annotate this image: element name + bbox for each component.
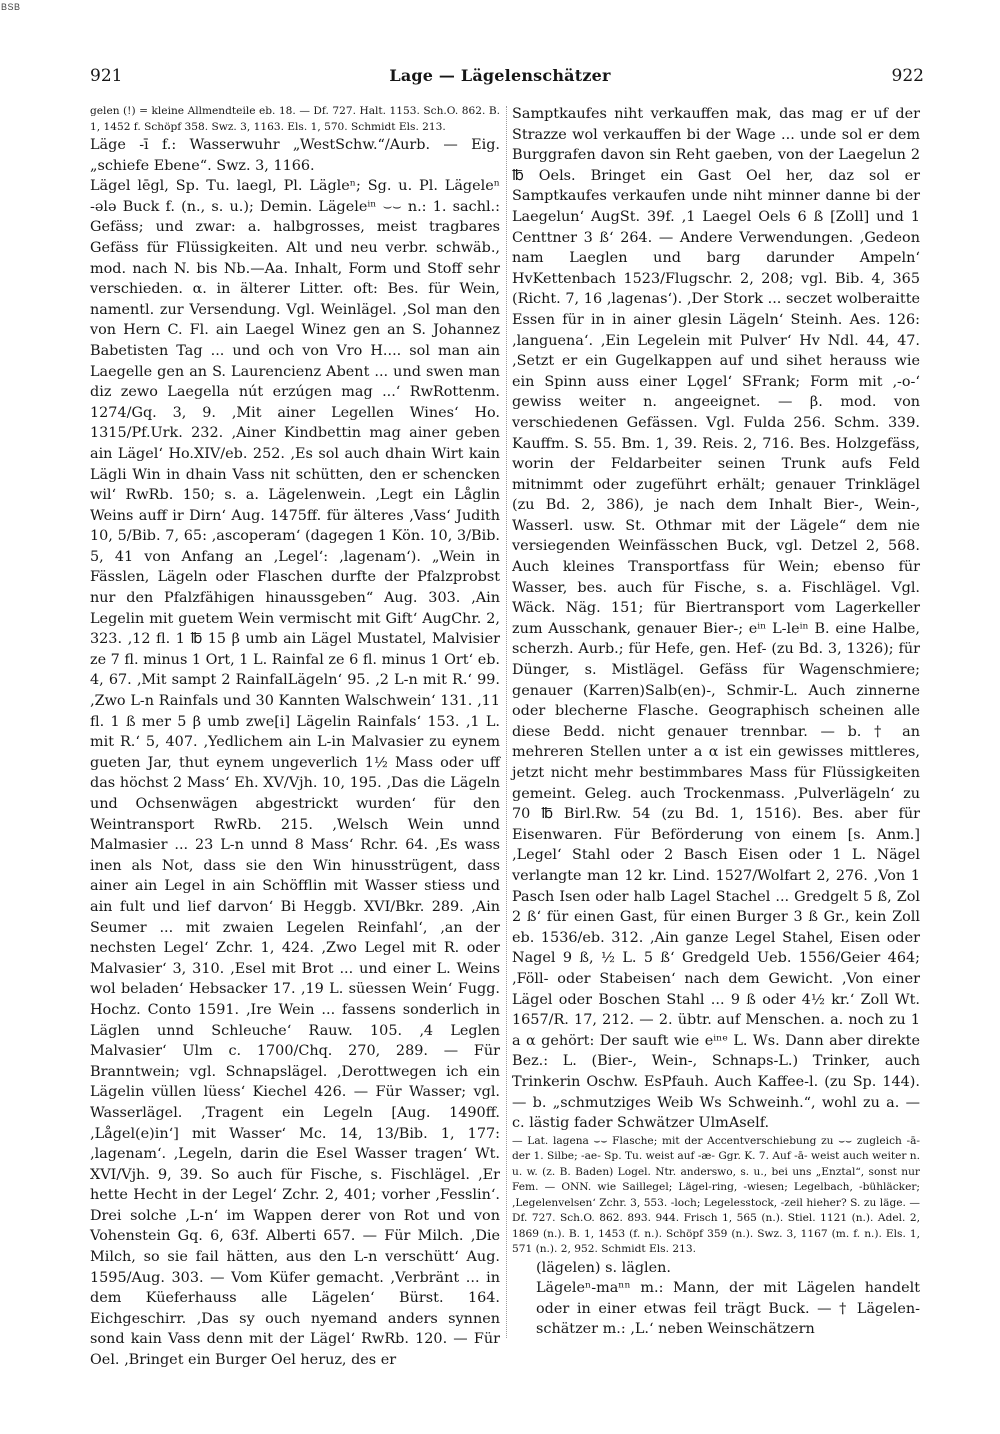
right-column <box>512 104 920 1342</box>
entry-paragraph: gelen (!) = kleine Allmendteile eb. 18. — Df. 727. Halt. 1153. Sch.O. 862. B. 1, 1452 f. Schöpf 358. Swz. 3, 1163. Els. 1, 570. Schmidt Els. 213. <box>90 105 500 133</box>
entry-paragraph: Läge -ī f.: Wasserwuhr „WestSchw.“/Aurb. — Eig. „schiefe Ebene“. Swz. 3, 1166. <box>90 137 500 174</box>
page-number-left: 921 <box>90 66 123 86</box>
column-divider <box>506 106 507 1338</box>
entry-paragraph: (lägelen) s. läglen. <box>536 1259 671 1276</box>
left-column <box>90 104 500 1369</box>
entry-paragraph: Samptkaufes niht verkauffen mak, das mag er uf der Strazze wol verkauffen bi der Wage ... unde sol er dem Burggrafen davon sin Reht gaeben, von der Laegelun 2 ℔ Oels. Bringet ein Gast Oel her, daz sol er Samptkaufes verkaufen unde niht minner danne bi der Laegelun‘ AugSt. 39f. ‚1 Laegel Oels 6 ß [Zoll] und 1 Centtner 3 ß‘ 264. — Andere Verwendungen. ‚Gedeon nam Laeglen und barg darunder Ampeln‘ HvKettenbach 1523/Flugschr. 2, 208; vgl. Bib. 4, 365 (Richt. 7, 16 ‚lagenas‘). ‚Der Stork ... seczet wolberaitte Essen für in in ainer glesin Lägeln‘ Steinh. Aes. 126: ‚languena‘. ‚Ein Legelein mit Pulver‘ Hv Ndl. 44, 47. ‚Setzt er ein Gugelkappen auf und sihet herauss wie ein Spinn auss einer Lǫgel‘ SFrank; Form mit ‚-o-‘ gewiss weiter n. angeeignet. — β. mod. von verschiedenen Gefässen. Vgl. Fulda 256. Schm. 339. Kauffm. S. 55. Bm. 1, 39. Reis. 2, 716. Bes. Holzgefäss, worin der Feldarbeiter seinen Trunk aufs Feld mitnimmt oder zugeführt erhält; genauer Trinklägel (zu Bd. 2, 386), je nach dem Inhalt Bier-, Wein-, Wasserl. usw. St. Othmar mit der Lägele“ dem nie versiegenden Weinfässchen Buck, vgl. Detzel 2, 568. Auch kleines Transportfass für Wein; ebenso für Wasser, bes. auch für Fische, s. a. Fischlägel. Vgl. Wäck. Näg. 151; für Biertransport vom Lagerkeller zum Ausschank, genauer Bier-; eⁱⁿ L-leⁱⁿ B. eine Halbe, scherzh. Aurb.; für Hefe, gen. Hef- (zu Bd. 3, 1326); für Dünger, s. Mistlägel. Gefäss für Wagenschmiere; genauer (Karren)Salb(en)-, Schmir-L. Auch zinnerne oder blecherne Flasche. Geographisch scheinen alle diese Bedd. nicht genauer trennbar. — b. † an mehreren Stellen unter a α ist ein gewisses mittleres, jetzt nicht mehr bestimmbares Mass für Flüssigkeiten gemeint. Geleg. auch Trockenmass. ‚Pulverlägeln‘ zu 70 ℔ Birl.Rw. 54 (zu Bd. 1, 1516). Bes. aber für Eisenwaren. Für Beförderung von einem [s. Anm.] ‚Legel‘ Stahl oder 2 Basch Eisen oder 1 L. Nägel verlangte man 12 kr. Lind. 1527/Wolfart 2, 276. ‚Von 1 Pasch Isen oder halb Lagel Stachel ... Gredgelt 5 ß, Zol 2 ß‘ für einen Gast, für einen Burger 3 ß Gr., kein Zoll eb. 1536/eb. 312. ‚Ain ganze Legel Stahel, Eisen oder Nagel 9 ß, ½ L. 5 ß‘ Gredgeld Ueb. 1556/Geier 464; ‚Föll- oder Stabeisen‘ nach dem Gewicht. ‚Von einer Lägel oder Boschen Stahl ... 9 ß oder 4½ kr.‘ Zoll Wt. 1657/R. 17, 212. — 2. übtr. auf Menschen. a. noch zu 1 a α gehört: Der sauft wie eⁱⁿᵉ L. Ws. Dann aber direkte Bez.: L. (Bier-, Wein-, Schnaps-L.) Trinker, auch Trinkerin Oschw. EsPfauh. Auch Kaffee-l. (zu Sp. 144). — b. „schmutziges Weib Ws Schweinh.“, wohl zu a. — c. lästig fader Schwätzer UlmAself. <box>512 106 920 1132</box>
entry-paragraph: Lägeleⁿ-maⁿⁿ m.: Mann, der mit Lägelen handelt oder in einer etwas feil trägt Buck. — † Lägelen-schätzer m.: ‚L.‘ neben Weinschätzern <box>536 1280 920 1338</box>
page-header <box>0 66 1000 92</box>
running-title: Lage — Lägelenschätzer <box>389 66 611 85</box>
entry-paragraph: — Lat. lagena ⌣⌣ Flasche; mit der Accentverschiebung zu ⌣⌣ zugleich -ā- der 1. Silbe; -ae- Sp. Tu. weist auf -æ- Ggr. K. 7. Auf -ā- weist auch weiter n. u. w. (z. B. Baden) Logel. Ntr. anderswo, s. u., bei uns „Enztal“, sonst nur Fem. — ONN. wie Saillegel; Lägel-ring, -wiesen; Legelbach, -bühläcker; ‚Legelenvelsen‘ Zchr. 3, 553. -loch; Legelesstock, -zeil hieher? S. zu läge. — Df. 727. Sch.O. 862. 893. 944. Frisch 1, 565 (n.). Stiel. 1121 (n.). Adel. 2, 1869 (n.). B. 1, 1453 (f. n.). Schöpf 359 (n.). Swz. 3, 1167 (m. f. n.). Els. 1, 571 (n.). 2, 952. Schmidt Els. 213. <box>512 1134 920 1256</box>
page-number-right: 922 <box>891 66 924 86</box>
entry-paragraph: Lägel lēgl, Sp. Tu. laegl, Pl. Lägleⁿ; Sg. u. Pl. Lägeleⁿ -ələ Buck f. (n., s. u.); Demin. Lägeleⁱⁿ ⌣⌣ n.: 1. sachl.: Gefäss; und zwar: a. halbgrosses, meist tragbares Gefäss für Flüssigkeiten. Alt und neu verbr. schwäb., mod. nach N. bis Nb.—Aa. Inhalt, Form und Stoff sehr verschieden. α. in älterer Litter. oft: Bes. für Wein, namentl. zur Versendung. Vgl. Weinlägel. ‚Sol man den von Hern C. Fl. ain Laegel Winez gen an S. Johannez Babetisten Tag ... und och von Vro H.... sol man ain Laegelle gen an S. Laurencienz Abent ... und swen man diz zewo Laegella nút erzúgen mag ...‘ RwRottenm. 1274/Gq. 3, 9. ‚Mit ainer Legellen Wines‘ Ho. 1315/Pf.Urk. 232. ‚Ainer Kindbettin mag ainer geben ain Lägel‘ Ho.XIV/eb. 252. ‚Es sol auch dhain Wirt kain Lägli Win in dhain Vass nit schütten, den er schencken wil‘ RwRb. 150; s. a. Lägelenwein. ‚Legt ein Låglin Weins auff ir Dirn‘ Aug. 1475ff. für älteres ‚Vass‘ Judith 10, 5/Bib. 7, 65: ‚ascoperam‘ (dagegen 1 Kön. 10, 3/Bib. 5, 41 von Anfang an ‚Legel‘: ‚lagenam‘). „Wein in Fässlen, Lägeln oder Flaschen durfte der Pfalzprobst nur den Pfalzfähigen hinaussgeben“ Aug. 303. ‚Ain Legelin mit guetem Wein vermischt mit Gift‘ AugChr. 2, 323. ‚12 fl. 1 ℔ 15 β umb ain Lägel Mustatel, Malvisier ze 7 fl. minus 1 Ort, 1 L. Rainfal ze 6 fl. minus 1 Ort‘ eb. 4, 67. ‚Mit sampt 2 RainfalLägeln‘ 95. ‚2 L-n mit R.‘ 99. ‚Zwo L-n Rainfals und 30 Kannten Walschwein‘ 131. ‚11 fl. 1 ß mer 5 β umb zwe[i] Lägelin Rainfals‘ 153. ‚1 L. mit R.‘ 5, 407. ‚Yedlichem ain L-in Malvasier zu eynem gueten Jar, thut eynem ungeverlich 1½ Mass oder uff das höchst 2 Mass‘ Eh. XV/Vjh. 10, 195. ‚Das die Lägeln und Ochsenwägen abgestrickt wurden‘ für den Weintransport RwRb. 215. ‚Welsch Wein unnd Malmasier ... 23 L-n unnd 8 Mass‘ Rchr. 64. ‚Es wass inen als Not, dass sie den Win hinusstrügent, dass ainer ain Legel in ain Schöfflin mit Wasser stiess und ain fult und lief darvon‘ Bi Heggb. XVI/Bkr. 289. ‚Ain Seumer ... mit zwaien Legelen Reinfahl‘, ‚an der nechsten Legel‘ Zchr. 1, 424. ‚Zwo Legel mit R. oder Malvasier‘ 3, 310. ‚Esel mit Brot ... und einer L. Weins wol beladen‘ Hebsacker 17. ‚19 L. süessen Wein‘ Fugg. Hochz. Conto 1591. ‚Ire Wein ... fassens sonderlich in Läglen unnd Schleuche‘ Rauw. 105. ‚4 Leglen Malvasier‘ Ulm c. 1700/Chq. 270, 289. — Für Branntwein; vgl. Schnapslägel. ‚Derottwegen ich ein Lägelin vüllen lüess‘ Kiechel 426. — Für Wasser; vgl. Wasserlägel. ‚Tragent ein Legeln [Aug. 1490ff. ‚Lågel(e)in‘] mit Wasser‘ Mc. 14, 13/Bib. 1, 177: ‚lagenam‘. ‚Legeln, darin die Esel Wasser tragen‘ Wt. XVI/Vjh. 9, 39. So auch für Fische, s. Fischlägel. ‚Er hette Hecht in der Legel‘ Zchr. 2, 401; vorher ‚Fesslin‘. Drei solche ‚L-n‘ im Wappen derer von Rot und von Vohenstein Gq. 6, 63f. Alberti 657. — Für Milch. ‚Die Milch, so sie fail hätten, aus den L-n verschütt‘ Aug. 1595/Aug. 303. — Vom Küfer gemacht. ‚Verbränt ... in dem Küeferhauss alle Lägelen‘ Bürst. 164. Eichgeschirr. ‚Das sy ouch nyemand anders synnen sond kain Vass denn mit der Lägel‘ RwRb. 120. — Für Oel. ‚Bringet ein Burger Oel heruz, des er <box>90 178 500 1369</box>
library-stamp: BSB <box>1 2 21 12</box>
